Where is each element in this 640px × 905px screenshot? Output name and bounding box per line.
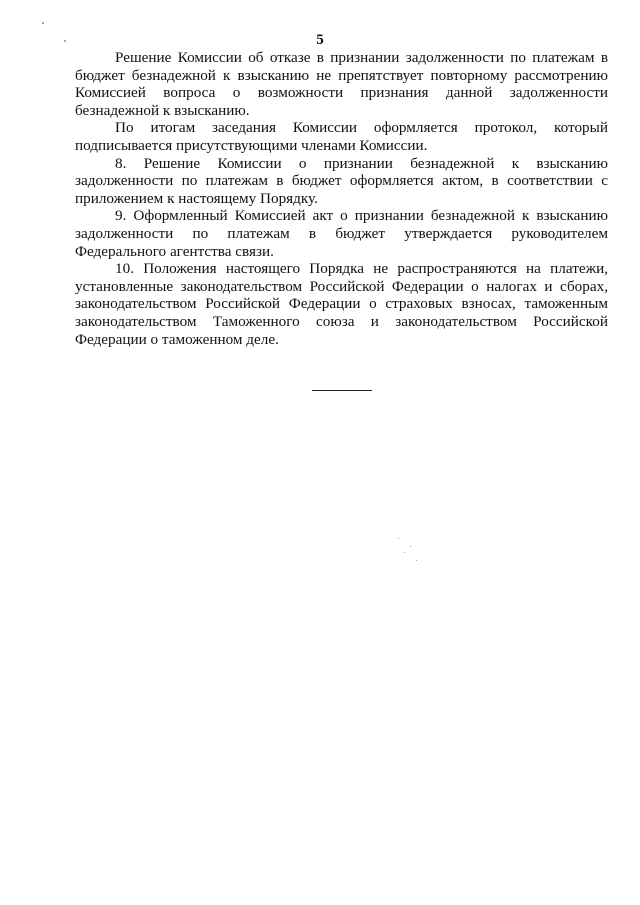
scan-speck [64, 40, 66, 42]
scan-speck [42, 22, 44, 24]
paragraph-item-10: 10. Положения настоящего Порядка не распространяются на платежи, установленные законодательством Российской Федерации о налогах и сборах, законодательством Российской Федерации о страховых взносах, таможенным законодательством Таможенного союза и законодательством Российской Федерации о таможенном деле. [75, 260, 608, 348]
paragraph-item-9: 9. Оформленный Комиссией акт о признании безнадежной к взысканию задолженности по платежам в бюджет утверждается руководителем Федерального агентства связи. [75, 207, 608, 260]
scan-speck [416, 560, 417, 561]
end-divider-line [312, 390, 372, 391]
document-body [75, 49, 608, 348]
scan-speck [398, 538, 399, 539]
page-number: 5 [316, 32, 324, 48]
scan-speck [404, 552, 405, 553]
paragraph-commission-refusal: Решение Комиссии об отказе в признании задолженности по платежам в бюджет безнадежной к взысканию не препятствует повторному рассмотрению Комиссией вопроса о возможности признания данной задолженности безнадежной к взысканию. [75, 49, 608, 119]
paragraph-item-8: 8. Решение Комиссии о признании безнадежной к взысканию задолженности по платежам в бюджет оформляется актом, в соответствии с приложением к настоящему Порядку. [75, 154, 608, 207]
scan-speck [410, 546, 411, 547]
paragraph-meeting-protocol: По итогам заседания Комиссии оформляется протокол, который подписывается присутствующими членами Комиссии. [75, 119, 608, 154]
